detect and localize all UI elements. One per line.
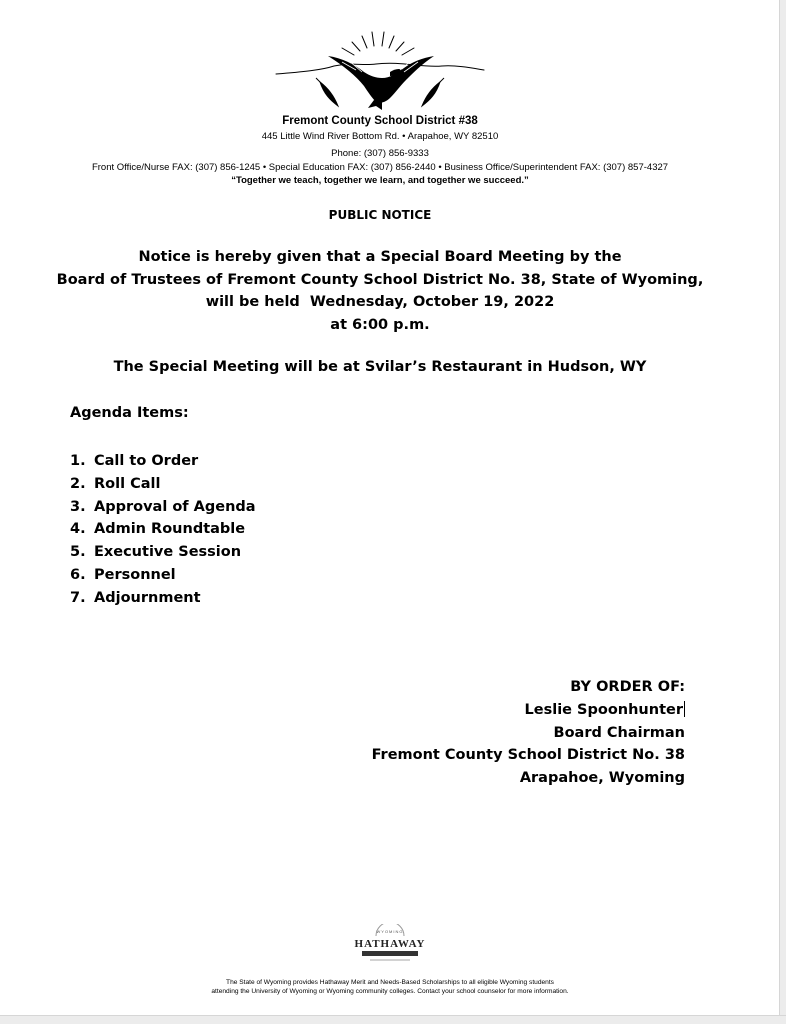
agenda-item-number: 5. bbox=[70, 544, 86, 561]
notice-body bbox=[0, 246, 760, 336]
signer-name-line[interactable] bbox=[372, 699, 685, 722]
agenda-item bbox=[70, 564, 256, 587]
signature-block bbox=[372, 676, 685, 790]
notice-line-3: will be held Wednesday, October 19, 2022 bbox=[205, 294, 555, 310]
notice-heading: PUBLIC NOTICE bbox=[328, 208, 432, 222]
agenda-item bbox=[70, 541, 256, 564]
footer-text bbox=[0, 978, 780, 996]
notice-line-4: at 6:00 p.m. bbox=[330, 316, 430, 333]
agenda-item-label: Roll Call bbox=[94, 475, 161, 492]
agenda-title: Agenda Items: bbox=[70, 405, 189, 421]
signer-district: Fremont County School District No. 38 bbox=[371, 747, 685, 764]
signer-city: Arapahoe, Wyoming bbox=[519, 770, 685, 787]
agenda-item bbox=[70, 450, 256, 473]
district-name: Fremont County School District #38 bbox=[282, 115, 478, 127]
agenda-list bbox=[70, 450, 256, 610]
fax-numbers: Front Office/Nurse FAX: (307) 856-1245 • Special Education FAX: (307) 856-2440 • Business Office/Superintendent FAX: (307) 857-4327 bbox=[91, 162, 669, 173]
letterhead bbox=[0, 114, 760, 188]
notice-line-2: Board of Trustees of Fremont County School District No. 38, State of Wyoming, bbox=[56, 271, 704, 288]
district-address: 445 Little Wind River Bottom Rd. • Arapahoe, WY 82510 bbox=[261, 131, 499, 142]
by-order-of: BY ORDER OF: bbox=[570, 679, 685, 695]
footer-line-2: attending the University of Wyoming or Wyoming community colleges. Contact your school counselor for more information. bbox=[211, 988, 569, 995]
agenda-item-number: 6. bbox=[70, 566, 86, 583]
notice-line-1: Notice is hereby given that a Special Board Meeting by the bbox=[138, 249, 622, 265]
agenda-item-label: Admin Roundtable bbox=[94, 521, 246, 538]
agenda-item bbox=[70, 473, 256, 496]
agenda-item-label: Adjournment bbox=[94, 589, 201, 606]
agenda-item bbox=[70, 496, 256, 519]
agenda-item bbox=[70, 587, 256, 610]
agenda-item-number: 4. bbox=[70, 521, 86, 538]
district-motto: “Together we teach, together we learn, and together we succeed.” bbox=[231, 175, 529, 186]
agenda-item-label: Call to Order bbox=[94, 453, 199, 469]
meeting-location: The Special Meeting will be at Svilar’s Restaurant in Hudson, WY bbox=[113, 359, 647, 375]
page-right-edge bbox=[779, 0, 786, 1024]
agenda-item-number: 2. bbox=[70, 475, 86, 492]
district-phone: Phone: (307) 856-9333 bbox=[331, 148, 429, 159]
agenda-item-number: 7. bbox=[70, 589, 86, 606]
eagle-logo-icon bbox=[272, 28, 488, 114]
agenda-item-number: 1. bbox=[70, 453, 86, 469]
page-bottom-edge bbox=[0, 1015, 786, 1024]
agenda-item-label: Executive Session bbox=[94, 544, 242, 561]
agenda-item bbox=[70, 518, 256, 541]
agenda-item-label: Approval of Agenda bbox=[94, 498, 256, 515]
hathaway-wordmark: HATHAWAY bbox=[354, 938, 426, 950]
signer-title: Board Chairman bbox=[553, 724, 685, 741]
text-cursor bbox=[684, 701, 685, 717]
agenda-item-label: Personnel bbox=[94, 566, 176, 583]
agenda-item-number: 3. bbox=[70, 498, 86, 515]
hathaway-logo-icon bbox=[340, 924, 440, 968]
footer-line-1: The State of Wyoming provides Hathaway Merit and Needs-Based Scholarships to all eligible Wyoming students bbox=[226, 979, 554, 986]
hathaway-small-text: WYOMING bbox=[376, 929, 404, 934]
signer-name: Leslie Spoonhunter bbox=[524, 701, 683, 718]
